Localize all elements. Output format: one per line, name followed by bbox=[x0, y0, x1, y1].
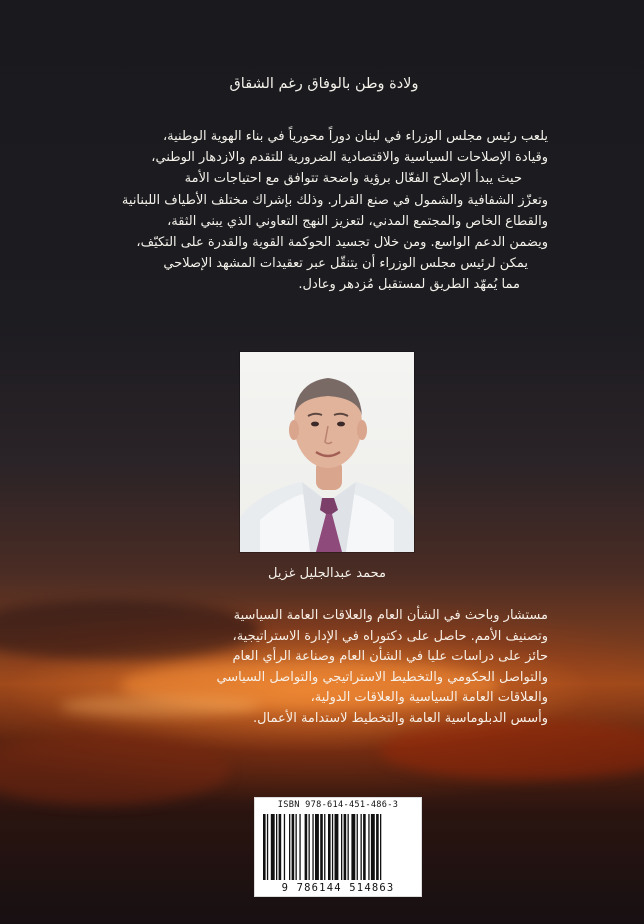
intro-line: يمكن لرئيس مجلس الوزراء أن يتنقّل عبر تعقيدات المشهد الإصلاحي bbox=[163, 256, 528, 272]
author-photo bbox=[240, 352, 414, 552]
bio-line: وأسس الدبلوماسية العامة والتخطيط لاستدامة الأعمال. bbox=[252, 710, 548, 726]
bio-line: والعلاقات العامة السياسية والعلاقات الدولية، bbox=[310, 690, 548, 706]
intro-line: والقطاع الخاص والمجتمع المدني، لتعزيز النهج التعاوني الذي يبني الثقة، bbox=[167, 213, 548, 229]
bio-line: والتواصل الحكومي والتخطيط الاستراتيجي والتواصل السياسي bbox=[216, 669, 548, 685]
headline: ولادة وطن بالوفاق رغم الشقاق bbox=[229, 76, 419, 92]
intro-line: حيث يبدأ الإصلاح الفعّال برؤية واضحة تتوافق مع احتياجات الأمة bbox=[184, 171, 522, 187]
intro-line: ويضمن الدعم الواسع. ومن خلال تجسيد الحوكمة القوية والقدرة على التكيّف، bbox=[136, 235, 548, 251]
isbn-barcode bbox=[254, 797, 422, 897]
barcode-bars bbox=[263, 814, 413, 880]
barcode-digits: 9 786144 514863 bbox=[281, 882, 395, 894]
cloud-band-ember bbox=[0, 735, 230, 805]
author-bio bbox=[98, 606, 548, 730]
author-name: محمد عبدالجليل غزيل bbox=[268, 566, 386, 581]
intro-line: وتعزّز الشفافية والشمول في صنع القرار. وذلك بإشراك مختلف الأطياف اللبنانية bbox=[121, 192, 548, 208]
author-portrait-image bbox=[240, 352, 414, 552]
bio-line: حائز على دراسات عليا في الشأن العام وصناعة الرأي العام bbox=[232, 649, 548, 665]
bio-line: مستشار وباحث في الشأن العام والعلاقات العامة السياسية bbox=[233, 608, 548, 623]
bio-line: وتصنيف الأمم. حاصل على دكتوراه في الإدارة الاستراتيجية، bbox=[232, 628, 548, 644]
intro-paragraph bbox=[96, 126, 548, 296]
intro-line: وقيادة الإصلاحات السياسية والاقتصادية الضرورية للتقدم والازدهار الوطني، bbox=[151, 150, 548, 166]
isbn-label: ISBN 978-614-451-486-3 bbox=[277, 800, 399, 810]
intro-line: يلعب رئيس مجلس الوزراء في لبنان دوراً محورياً في بناء الهوية الوطنية، bbox=[162, 129, 548, 144]
intro-line: مما يُمهّد الطريق لمستقبل مُزدهر وعادل. bbox=[298, 277, 520, 293]
